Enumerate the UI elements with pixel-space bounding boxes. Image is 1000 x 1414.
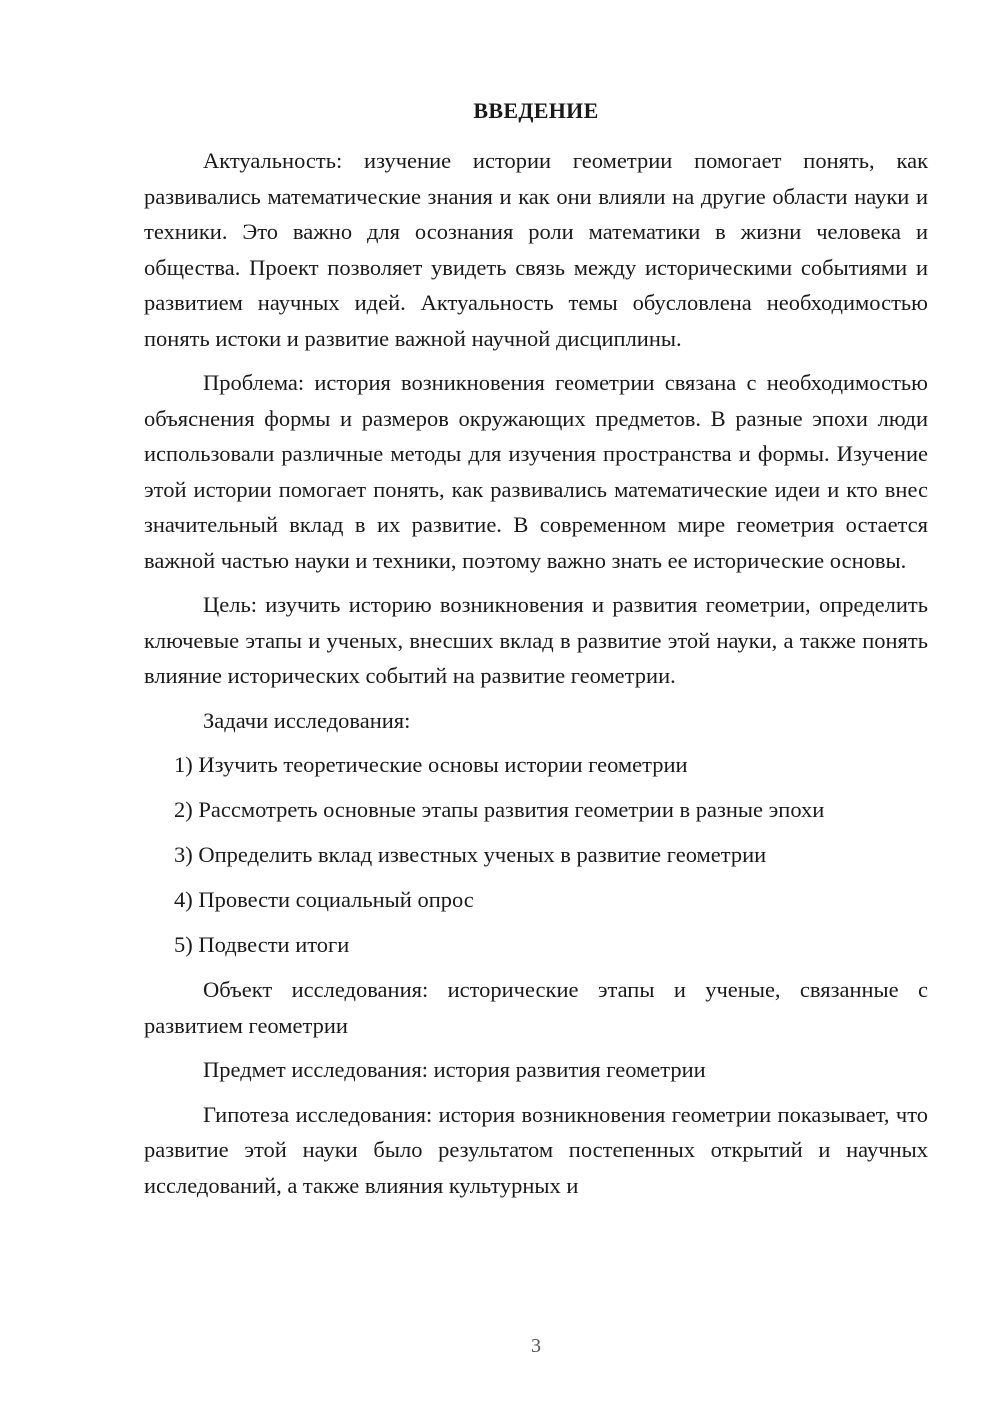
- object-paragraph: Объект исследования: исторические этапы и ученые, связанные с развитием геометрии: [144, 977, 928, 1038]
- problem-paragraph: Проблема: история возникновения геометрии связана с необходимостью объяснения формы и размеров окружающих предметов. В разные эпохи люди использовали различные методы для изучения пространства и формы. Изучение этой истории помогает понять, как развивались математические идеи и кто внес значительный вклад в их развитие. В современном мире геометрия остается важной частью науки и техники, поэтому важно знать ее исторические основы.: [144, 370, 928, 573]
- task-item-1: 1) Изучить теоретические основы истории геометрии: [174, 752, 688, 777]
- relevance-paragraph: Актуальность: изучение истории геометрии помогает понять, как развивались математические знания и как они влияли на другие области науки и техники. Это важно для осознания роли математики в жизни человека и общества. Проект позволяет увидеть связь между историческими событиями и развитием научных идей. Актуальность темы обусловлена необходимостью понять истоки и развитие важной научной дисциплины.: [144, 148, 928, 351]
- task-item-2: 2) Рассмотреть основные этапы развития геометрии в разные эпохи: [174, 797, 825, 822]
- section-body: [144, 143, 928, 1212]
- task-item-3: 3) Определить вклад известных ученых в развитие геометрии: [174, 842, 767, 867]
- hypothesis-paragraph: Гипотеза исследования: история возникновения геометрии показывает, что развитие этой науки было результатом постепенных открытий и научных исследований, а также влияния культурных и: [144, 1101, 928, 1198]
- task-item-5: 5) Подвести итоги: [174, 932, 350, 957]
- section-title: ВВЕДЕНИЕ: [473, 98, 599, 123]
- page-number: 3: [531, 1335, 541, 1357]
- task-item-4: 4) Провести социальный опрос: [174, 887, 474, 912]
- goal-paragraph: Цель: изучить историю возникновения и развития геометрии, определить ключевые этапы и ученых, внесших вклад в развитие этой науки, а также понять влияние исторических событий на развитие геометрии.: [144, 592, 928, 688]
- subject-paragraph: Предмет исследования: история развития геометрии: [203, 1057, 706, 1082]
- tasks-heading: Задачи исследования:: [203, 707, 411, 733]
